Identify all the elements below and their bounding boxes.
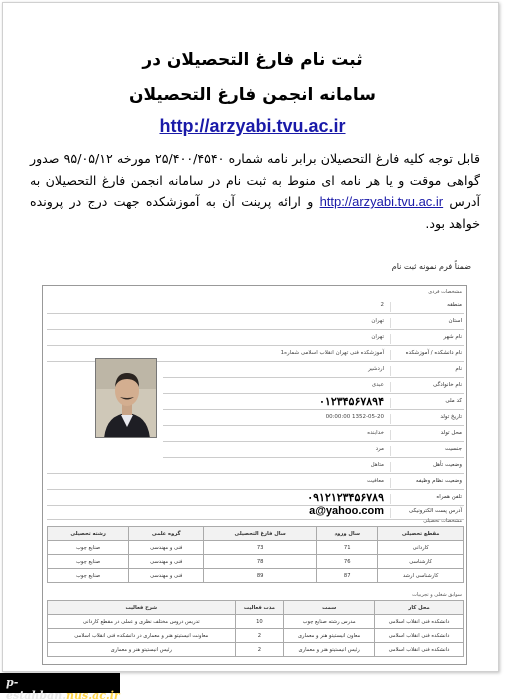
form-row-label: آدرس پست الکترونیکی	[390, 508, 462, 518]
education-section-label: مشخصات تحصیلی	[423, 518, 462, 524]
form-row-value: معافیت	[367, 478, 384, 484]
table-row	[48, 541, 464, 555]
table-cell: معاونت انیستیتو هنر و معماری در دانشکده فنی انقلاب اسلامی	[48, 629, 236, 643]
form-row-label: نام خانوادگی	[390, 382, 462, 392]
table-header-cell: رشته تحصیلی	[48, 527, 129, 541]
sample-registration-form	[42, 285, 467, 665]
table-cell: معاون انیستیتو هنر و معماری	[284, 629, 375, 643]
table-cell: دانشکده فنی انقلاب اسلامی	[375, 643, 464, 657]
form-row-value: عبدی	[371, 382, 384, 388]
form-caption: ضمناً فرم نمونه ثبت نام	[391, 262, 471, 271]
form-row-label: نام دانشکده / آموزشکده	[390, 350, 462, 360]
form-row-value: تهران	[371, 334, 384, 340]
form-row-label: نام	[390, 366, 462, 376]
table-cell: 10	[235, 615, 284, 629]
portrait-image	[96, 359, 157, 438]
table-row	[48, 569, 464, 583]
table-row	[48, 643, 464, 657]
form-row	[47, 458, 464, 474]
table-header-cell: محل کار	[375, 601, 464, 615]
table-cell: 73	[204, 541, 317, 555]
form-row-value: 1352-05-20 00:00:00	[325, 414, 384, 420]
table-cell: صنایع چوب	[48, 569, 129, 583]
table-cell: صنایع چوب	[48, 541, 129, 555]
table-cell: فنی و مهندسی	[129, 541, 204, 555]
form-row-value: مرد	[375, 446, 384, 452]
form-row	[47, 474, 464, 490]
site-url-link[interactable]: http://arzyabi.tvu.ac.ir	[159, 116, 346, 136]
table-cell: 71	[317, 541, 378, 555]
site-footer-badge[interactable]	[0, 673, 120, 700]
form-row	[163, 410, 464, 426]
table-row	[48, 555, 464, 569]
table-cell: 89	[204, 569, 317, 583]
table-header-row	[48, 601, 464, 615]
form-row-label: محل تولد	[390, 430, 462, 440]
notice-text-start: قابل توجه کلیه فارغ التحصیلان برابر نامه شماره ۲۵/۴۰۰/۴۵۴۰ مورخه ۹۵/۰۵/۱۲ صدور گواهی موقت و یا هر نامه ای منوط به ثبت نام در سامانه انجمن فارغ التحصیلان به آدرس	[30, 151, 480, 209]
table-cell: کاردانی	[378, 541, 464, 555]
form-row-value: اردشیر	[368, 366, 384, 372]
table-cell: دانشکده فنی انقلاب اسلامی	[375, 615, 464, 629]
table-header-cell: سال ورود	[317, 527, 378, 541]
form-row	[47, 298, 464, 314]
form-row-value: a@yahoo.com	[309, 505, 384, 517]
form-row-value: متاهل	[370, 462, 384, 468]
table-cell: رئیس انیستیتو هنر و معماری	[48, 643, 236, 657]
personal-section-label: مشخصات فردی	[428, 289, 462, 295]
table-cell: فنی و مهندسی	[129, 555, 204, 569]
table-header-cell: شرح فعالیت	[48, 601, 236, 615]
work-section-label: سوابق شغلی و تجربیات	[412, 592, 462, 598]
form-row-label: کد ملی	[390, 398, 462, 408]
form-row-label: جنسیت	[390, 446, 462, 456]
footer-domain-accent: nus.ac.ir	[66, 689, 120, 700]
form-row-value: ۰۱۲۳۴۵۶۷۸۹۴	[319, 396, 384, 408]
form-row-value: تهران	[371, 318, 384, 324]
table-header-cell: مدت فعالیت	[235, 601, 284, 615]
form-row	[163, 378, 464, 394]
form-row	[163, 362, 464, 378]
table-cell: مدرس رشته صنایع چوب	[284, 615, 375, 629]
form-row-label: نام شهر	[390, 334, 462, 344]
title-line-2: سامانه انجمن فارغ التحصیلان	[128, 85, 377, 105]
notice-link[interactable]: http://arzyabi.tvu.ac.ir	[319, 194, 444, 209]
form-row-label: تلفن همراه	[390, 494, 462, 504]
table-cell: کارشناسی ارشد	[378, 569, 464, 583]
title-line-1: ثبت نام فارغ التحصیلان در	[142, 50, 363, 70]
form-row-label: وضعیت نظام وظیفه	[390, 478, 462, 488]
table-cell: 76	[317, 555, 378, 569]
table-header-cell: گروه علمی	[129, 527, 204, 541]
table-cell: 78	[204, 555, 317, 569]
table-cell: 2	[235, 643, 284, 657]
applicant-photo	[95, 358, 157, 438]
form-row-value: ۰۹۱۲۱۲۳۴۵۶۷۸۹	[307, 492, 384, 504]
table-header-cell: سمت	[284, 601, 375, 615]
form-row-label: وضعیت تأهل	[390, 462, 462, 472]
table-row	[48, 615, 464, 629]
notice-paragraph	[30, 148, 480, 234]
table-cell: کارشناسی	[378, 555, 464, 569]
table-cell: رئیس انیستیتو هنر و معماری	[284, 643, 375, 657]
work-table	[47, 600, 464, 657]
table-cell: صنایع چوب	[48, 555, 129, 569]
table-cell: تدریس دروس مختلف نظری و عملی در مقطع کاردانی	[48, 615, 236, 629]
table-header-cell: سال فارغ التحصیلی	[204, 527, 317, 541]
form-row	[47, 330, 464, 346]
table-header-cell: مقطع تحصیلی	[378, 527, 464, 541]
form-row	[163, 394, 464, 410]
form-row-value: آموزشکده فنی تهران انقلاب اسلامی شماره1	[280, 350, 384, 356]
table-header-row	[48, 527, 464, 541]
table-cell: 2	[235, 629, 284, 643]
form-row-value: خدابنده	[367, 430, 384, 436]
table-cell: دانشکده فنی انقلاب اسلامی	[375, 629, 464, 643]
footer-domain-prefix: p-estahban.	[6, 676, 67, 700]
table-cell: 87	[317, 569, 378, 583]
form-row	[47, 314, 464, 330]
table-cell: فنی و مهندسی	[129, 569, 204, 583]
form-row	[47, 504, 464, 520]
form-row	[163, 442, 464, 458]
form-row	[163, 426, 464, 442]
form-row-label: منطقه	[390, 302, 462, 312]
form-row-label: تاریخ تولد	[390, 414, 462, 424]
form-row-label: استان	[390, 318, 462, 328]
notice-text-end: و ارائه پرینت آن به آموزشکده جهت درج در پرونده خواهد بود.	[30, 194, 480, 231]
table-row	[48, 629, 464, 643]
education-table	[47, 526, 464, 583]
form-row-value: 2	[380, 302, 384, 308]
